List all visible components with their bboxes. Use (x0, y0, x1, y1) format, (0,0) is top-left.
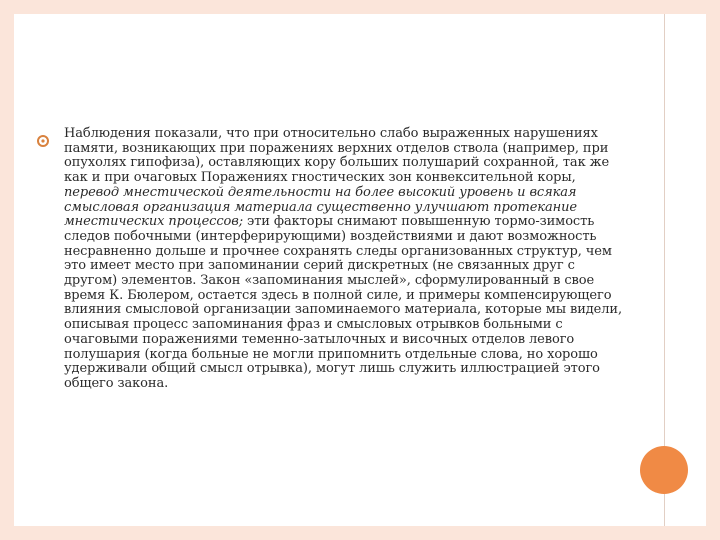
body-paragraph (64, 127, 624, 392)
circle-bullet-icon (36, 134, 50, 148)
orange-circle-decoration (640, 446, 688, 494)
paragraph-italic-emphasis: перевод мнестической деятельности на более высокий уровень и всякая смысловая организация материала существенно улучшают протекание мнестических процессов; (64, 184, 577, 230)
paragraph-text-end: эти факторы снимают повышенную тормо-зимость следов побочными (интерферирующими) воздействиями и дают возможность несравненно дольше и прочнее сохранять следы организованных структур, чем это имеет место при запоминании серий дискретных (не связанных друг с другом) элементов. Закон «запоминания мыслей», сформулированный в свое время К. Бюлером, остается здесь в полной силе, и примеры компенсирующего влияния смысловой организации запоминаемого материала, которые мы видели, описывая процесс запоминания фраз и смысловых отрывков больными с очаговыми поражениями теменно-затылочных и височных отделов левого полушария (когда больные не могли припомнить отдельные слова, но хорошо удерживали общий смысл отрывка), могут лишь служить иллюстрацией этого общего закона. (64, 214, 623, 391)
paragraph-text-start: Наблюдения показали, что при относительно слабо выраженных нарушениях памяти, возникающих при поражениях верхних отделов ствола (например, при опухолях гипофиза), оставляющих кору больших полушарий сохранной, так же как и при очаговых Поражениях гностических зон конвексительной коры, (64, 126, 610, 186)
